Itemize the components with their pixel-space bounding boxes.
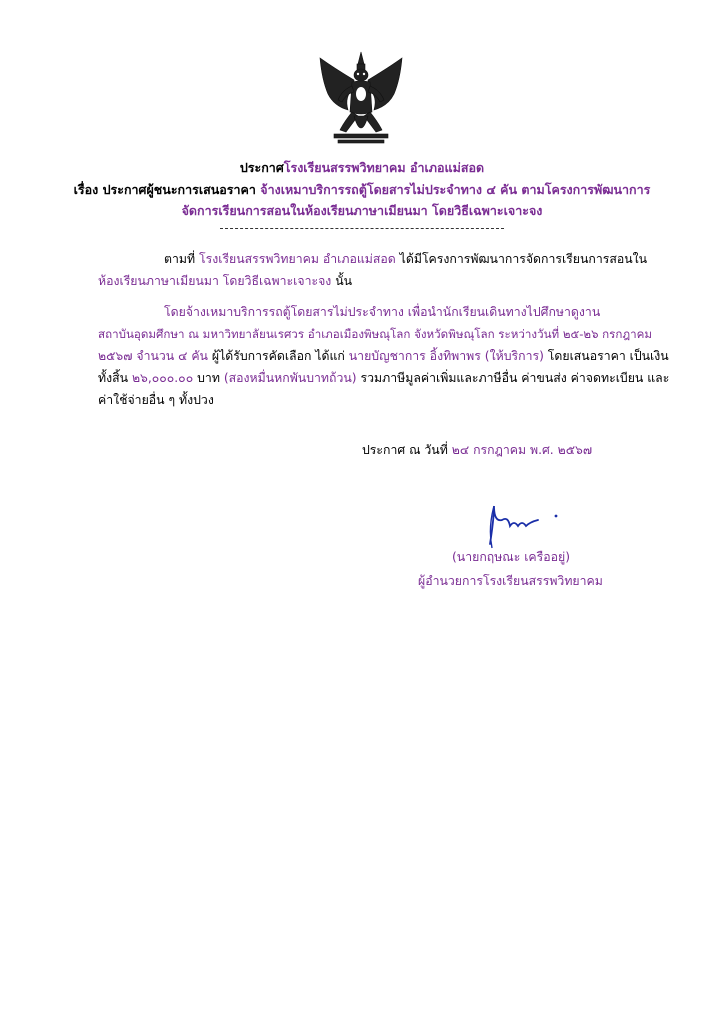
para2-amount: ๒๖,๐๐๐.๐๐ bbox=[131, 371, 194, 385]
title-separator bbox=[220, 228, 504, 229]
para2-line-4 bbox=[98, 370, 669, 386]
para2-line-1: โดยจ้างเหมาบริการรถตู้โดยสารไม่ประจำทาง เพื่อนำนักเรียนเดินทางไปศึกษาดูงาน bbox=[164, 305, 601, 319]
para1-line-1 bbox=[164, 251, 647, 267]
date-value: ๒๔ กรกฎาคม พ.ศ. ๒๕๖๗ bbox=[451, 443, 593, 457]
para1-prefix: ตามที่ bbox=[164, 252, 196, 266]
para2-quantity: ๒๕๖๗ จำนวน ๔ คัน bbox=[98, 349, 208, 363]
subject-label: เรื่อง ประกาศผู้ชนะการเสนอราคา bbox=[73, 182, 256, 197]
subject-line-1 bbox=[0, 180, 724, 200]
para2-currency: บาท bbox=[193, 371, 224, 385]
signer-name: (นายกฤษณะ เครืออยู่) bbox=[452, 550, 571, 564]
issuer-name: โรงเรียนสรรพวิทยาคม อำเภอแม่สอด bbox=[283, 160, 485, 175]
announce-date bbox=[362, 442, 592, 458]
para2-line-2: สถาบันอุดมศึกษา ณ มหาวิทยาลัยนเรศวร อำเภอเมืองพิษณุโลก จังหวัดพิษณุโลก ระหว่างวันที่ ๒๕-๒๖ กรกฎาคม bbox=[98, 327, 653, 341]
subject-text-1: จ้างเหมาบริการรถตู้โดยสารไม่ประจำทาง ๔ คัน ตามโครงการพัฒนาการ bbox=[260, 182, 651, 197]
para2-line-3 bbox=[98, 348, 669, 364]
date-prefix: ประกาศ ณ วันที่ bbox=[362, 443, 448, 457]
para2-selected-label: ผู้ได้รับการคัดเลือก ได้แก่ bbox=[207, 349, 349, 363]
garuda-emblem-icon bbox=[314, 50, 408, 148]
para2-price-label: โดยเสนอราคา เป็นเงิน bbox=[543, 349, 669, 363]
para2-contractor: นายบัญชาการ อิ้งทิพาพร (ให้บริการ) bbox=[348, 349, 544, 363]
para2-line-5: ค่าใช้จ่ายอื่น ๆ ทั้งปวง bbox=[98, 393, 214, 407]
issuer-line bbox=[0, 158, 724, 178]
para1-topic: ห้องเรียนภาษาเมียนมา โดยวิธีเฉพาะเจาะจง bbox=[98, 274, 332, 288]
issuer-prefix: ประกาศ bbox=[239, 160, 284, 175]
para2-total-label: ทั้งสิ้น bbox=[98, 371, 132, 385]
signature-image bbox=[480, 498, 560, 550]
para1-end: นั้น bbox=[331, 274, 353, 288]
para2-tax-note: รวมภาษีมูลค่าเพิ่มและภาษีอื่น ค่าขนส่ง ค่าจดทะเบียน และ bbox=[356, 371, 670, 385]
para1-line-2 bbox=[98, 273, 352, 289]
para1-school: โรงเรียนสรรพวิทยาคม อำเภอแม่สอด bbox=[199, 252, 396, 266]
para2-amount-words: (สองหมื่นหกพันบาทถ้วน) bbox=[223, 371, 357, 385]
para1-rest: ได้มีโครงการพัฒนาการจัดการเรียนการสอนใน bbox=[399, 252, 648, 266]
signer-position: ผู้อำนวยการโรงเรียนสรรพวิทยาคม bbox=[418, 574, 603, 588]
subject-line-2: จัดการเรียนการสอนในห้องเรียนภาษาเมียนมา โดยวิธีเฉพาะเจาะจง bbox=[181, 203, 543, 218]
